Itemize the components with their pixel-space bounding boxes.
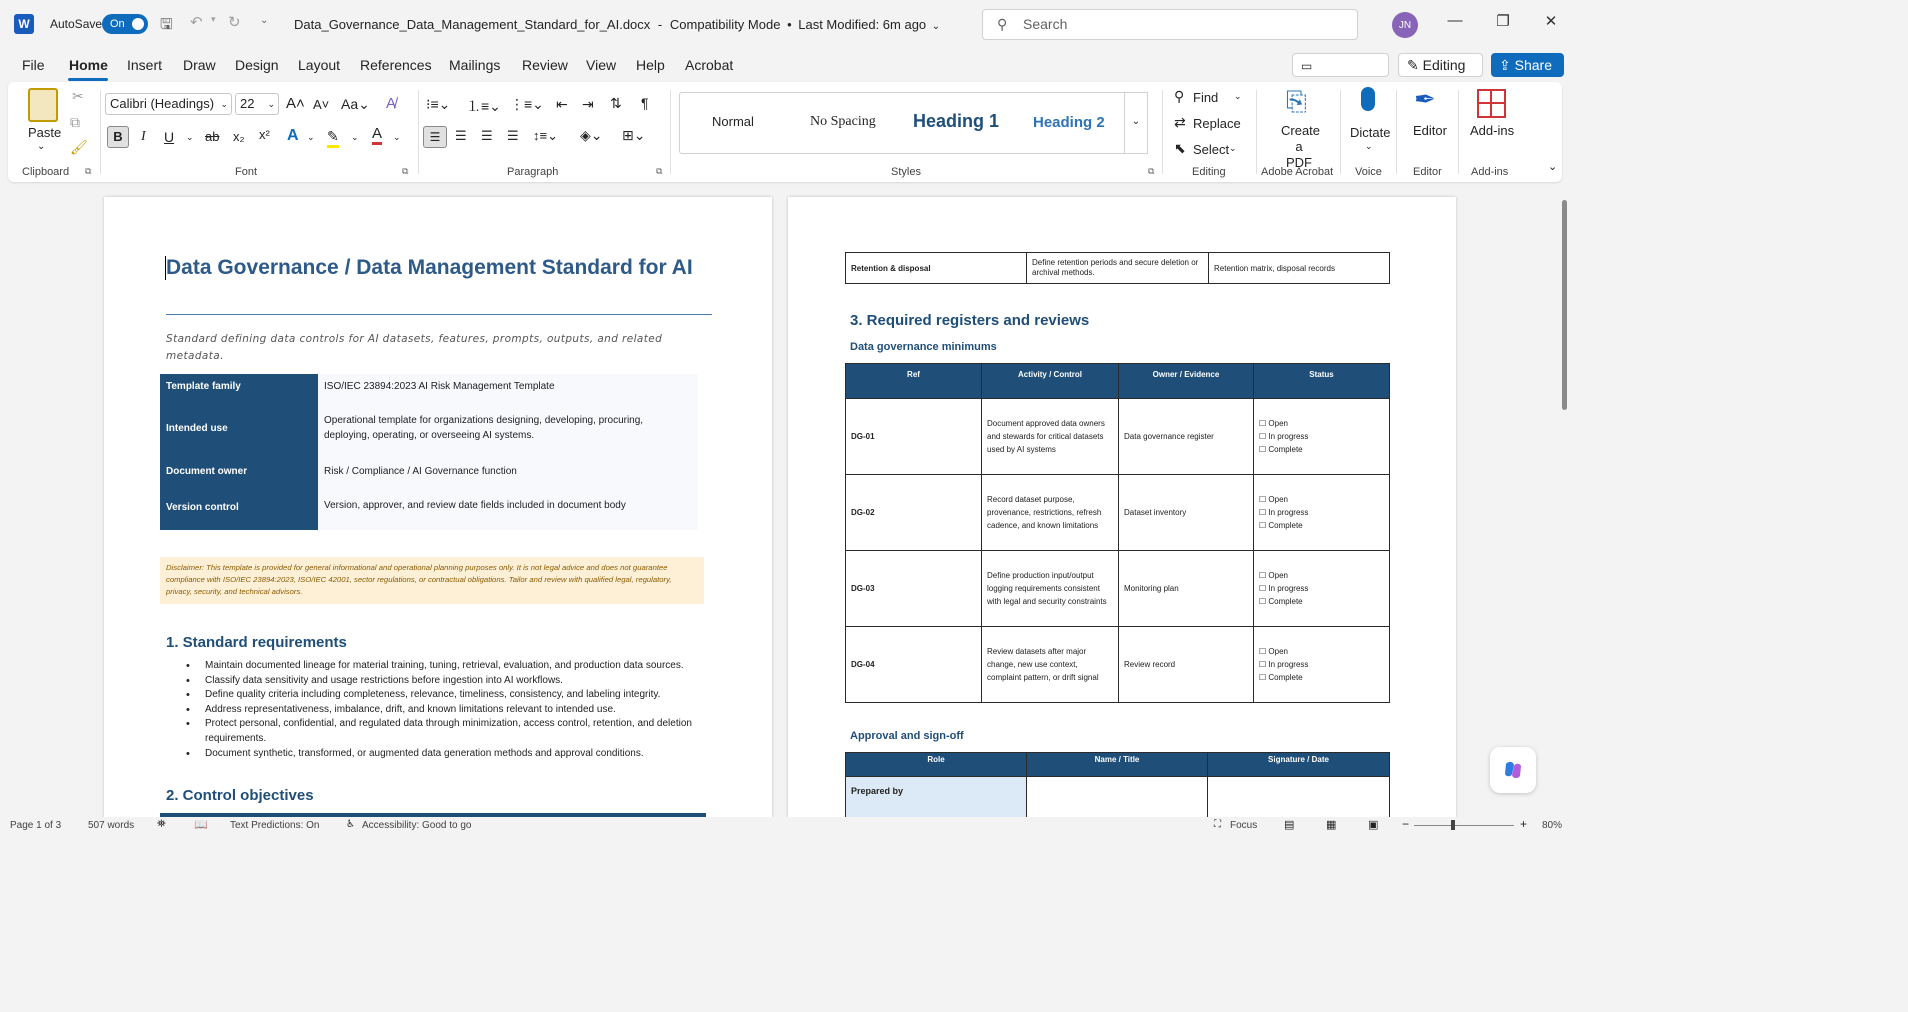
section-heading[interactable]: 3. Required registers and reviews (850, 312, 1090, 329)
table-row (846, 475, 1390, 551)
style-heading-1[interactable]: Heading 1 (913, 111, 1000, 131)
table-cell[interactable]: Record dataset purpose, provenance, restrictions, refresh cadence, and known limitations (982, 475, 1119, 551)
last-modified: Last Modified: 6m ago (798, 17, 927, 32)
copilot-button[interactable] (1490, 747, 1536, 793)
format-painter-icon[interactable]: 🖌 (70, 139, 88, 155)
chevron-down-icon[interactable]: ⌄ (186, 132, 194, 142)
create-pdf-icon[interactable]: ⎘ (1286, 86, 1307, 116)
group-clipboard: Clipboard (22, 166, 70, 178)
search-placeholder: Search (1023, 16, 1068, 32)
chevron-down-icon: ⌄ (267, 99, 275, 109)
clipboard-launcher-icon[interactable]: ⧉ (85, 166, 92, 176)
status-option[interactable]: ☐ Open (1259, 647, 1288, 656)
column-header: Name / Title (1027, 753, 1208, 777)
close-icon[interactable]: ✕ (1544, 13, 1558, 30)
chevron-down-icon[interactable]: ⌄ (307, 132, 315, 142)
meta-label: Template family (160, 374, 318, 398)
status-option[interactable]: ☐ Complete (1259, 597, 1303, 606)
find-label[interactable]: Find (1193, 90, 1219, 105)
table-row (846, 777, 1390, 819)
share-icon: ⇪ (1499, 57, 1511, 73)
share-button[interactable] (1491, 53, 1564, 77)
list-item[interactable]: • Document synthetic, transformed, or augmented data generation methods and approval conditions. (186, 747, 706, 762)
justify-icon[interactable]: ☰ (507, 128, 519, 143)
list-item[interactable]: • Address representativeness, imbalance, drift, and known limitations relevant to intended use. (186, 703, 706, 718)
menu-insert[interactable]: Insert (127, 57, 163, 73)
section-heading[interactable]: 2. Control objectives (166, 787, 314, 804)
bullets-icon[interactable]: ⁝≡⌄ (426, 96, 451, 112)
group-add-ins: Add-ins (1471, 166, 1509, 178)
status-option[interactable]: ☐ In progress (1259, 508, 1309, 517)
divider (670, 90, 671, 174)
column-header: Ref (846, 364, 982, 399)
title-dot: • (787, 17, 792, 32)
page-count[interactable]: Page 1 of 3 (10, 820, 62, 831)
group-adobe-acrobat: Adobe Acrobat (1261, 166, 1334, 178)
table-cell[interactable] (1208, 777, 1390, 819)
table-cell[interactable]: Dataset inventory (1119, 475, 1254, 551)
status-cell[interactable] (1254, 551, 1390, 627)
editor-label[interactable]: Editor (1413, 123, 1447, 138)
menu-layout[interactable]: Layout (298, 57, 341, 73)
divider (100, 90, 101, 174)
status-option[interactable]: ☐ Complete (1259, 673, 1303, 682)
status-cell[interactable] (1254, 475, 1390, 551)
style-normal[interactable]: Normal (712, 114, 754, 129)
zoom-slider[interactable] (1414, 825, 1514, 826)
section-heading[interactable]: 1. Standard requirements (166, 634, 347, 651)
paste-label[interactable]: Paste (28, 125, 62, 140)
save-icon[interactable]: 🖫 (160, 16, 173, 33)
undo-dropdown-icon[interactable]: ▾ (211, 14, 216, 24)
menu-review[interactable]: Review (522, 57, 568, 73)
title-separator: - (657, 17, 663, 32)
accessibility-icon: ♿ (346, 819, 355, 830)
menu-view[interactable]: View (586, 57, 617, 73)
editing-mode-button[interactable] (1398, 53, 1483, 77)
sort-icon[interactable]: ⇅ (610, 95, 622, 111)
doc-filename: Data_Governance_Data_Management_Standard_for_AI.docx (294, 17, 651, 32)
add-ins-icon[interactable] (1477, 89, 1506, 118)
table-cell[interactable]: DG-01 (846, 399, 982, 475)
read-mode-icon[interactable]: ▤ (1284, 819, 1295, 831)
menu-references[interactable]: References (360, 57, 432, 73)
print-layout-icon[interactable]: ▦ (1326, 819, 1337, 831)
table-cell[interactable]: Define retention periods and secure deletion or archival methods. (1027, 253, 1209, 284)
divider (1162, 90, 1163, 174)
search-input[interactable] (982, 9, 1358, 40)
table-cell[interactable]: Retention & disposal (846, 253, 1027, 284)
table-cell[interactable]: Document approved data owners and stewards for critical datasets used by AI systems (982, 399, 1119, 475)
status-cell[interactable] (1254, 399, 1390, 475)
status-option[interactable]: ☐ In progress (1259, 584, 1309, 593)
customize-toolbar-icon[interactable]: ⌄ (260, 15, 269, 26)
document-title[interactable]: Data Governance / Data Management Standard for AI (166, 256, 693, 279)
list-item[interactable]: • Classify data sensitivity and usage restrictions before ingestion into AI workflows. (186, 674, 706, 689)
table-cell[interactable]: Monitoring plan (1119, 551, 1254, 627)
column-header: Status (1254, 364, 1390, 399)
microphone-icon[interactable] (1361, 87, 1375, 111)
table-row (846, 253, 1390, 284)
zoom-in-icon[interactable]: + (1520, 817, 1528, 831)
align-right-icon[interactable]: ☰ (481, 128, 493, 143)
undo-icon[interactable]: ↶ (190, 14, 203, 31)
increase-indent-icon[interactable]: ⇥ (582, 96, 594, 112)
font-name-field[interactable] (105, 93, 232, 115)
group-editing: Editing (1192, 166, 1226, 178)
show-marks-icon[interactable]: ¶ (641, 95, 649, 111)
shrink-font-icon[interactable]: A˅ (313, 97, 330, 112)
paragraph-launcher-icon[interactable]: ⧉ (656, 166, 663, 176)
zoom-slider-handle[interactable] (1451, 820, 1455, 830)
table-cell[interactable]: DG-03 (846, 551, 982, 627)
zoom-out-icon[interactable]: − (1402, 817, 1410, 831)
status-option[interactable]: ☐ Complete (1259, 445, 1303, 454)
focus-icon[interactable]: ⛶ (1214, 819, 1221, 830)
menu-file[interactable]: File (22, 57, 45, 73)
text-predictions-status[interactable]: Text Predictions: On (230, 820, 320, 831)
create-pdf-label[interactable]: Create a PDF (1281, 123, 1321, 170)
group-voice: Voice (1355, 166, 1382, 178)
column-header: Signature / Date (1208, 753, 1390, 777)
change-case-icon[interactable]: Aa⌄ (341, 96, 370, 112)
controls-table-continuation (845, 252, 1390, 284)
table-cell[interactable]: Retention matrix, disposal records (1209, 253, 1390, 284)
title-rule (166, 314, 712, 315)
replace-label[interactable]: Replace (1193, 116, 1241, 131)
borders-icon[interactable]: ⊞⌄ (622, 127, 646, 143)
style-heading-2[interactable]: Heading 2 (1033, 114, 1105, 131)
search-icon: ⚲ (997, 16, 1008, 32)
table-row (846, 627, 1390, 703)
chevron-down-icon[interactable]: ⌄ (1229, 143, 1237, 153)
find-icon[interactable]: ⚲ (1174, 88, 1185, 104)
line-spacing-icon[interactable]: ↕≡⌄ (533, 128, 558, 143)
web-layout-icon[interactable]: ▣ (1368, 819, 1379, 831)
meta-label: Intended use (160, 398, 318, 458)
meta-value[interactable]: Operational template for organizations designing, developing, procuring, deploying, operating, or overseeing AI systems. (318, 398, 698, 458)
disclaimer-box[interactable]: Disclaimer: This template is provided for general informational and operational planning purposes only. It is not legal advice and does not guarantee compliance with ISO/IEC 23894:2023, ISO/IEC 42001, sector regulations, or contractual obligations. Tailor and review with qualified legal, regulatory, privacy, security, and technical advisors. (160, 557, 704, 604)
strikethrough-icon[interactable]: ab (205, 129, 220, 144)
numbering-icon[interactable]: ⒈≡⌄ (467, 98, 501, 114)
minimums-table (845, 363, 1390, 703)
align-left-icon[interactable]: ☰ (423, 126, 447, 148)
copilot-icon (1501, 758, 1525, 782)
replace-icon[interactable]: ⇄ (1174, 114, 1186, 130)
editor-pen-icon[interactable]: ✒ (1414, 84, 1436, 114)
vertical-scrollbar[interactable] (1562, 200, 1567, 410)
chevron-down-icon[interactable]: ⌄ (351, 132, 359, 142)
decrease-indent-icon[interactable]: ⇤ (556, 96, 568, 112)
font-size-field[interactable] (235, 93, 279, 115)
meta-label: Version control (160, 484, 318, 530)
chevron-down-icon: ⌄ (931, 21, 941, 32)
subsection-heading[interactable]: Data governance minimums (850, 341, 997, 353)
chevron-down-icon: ⌄ (220, 99, 228, 109)
divider (1458, 90, 1459, 174)
status-option[interactable]: ☐ In progress (1259, 660, 1309, 669)
editing-label: Editing (1422, 57, 1466, 73)
chevron-down-icon[interactable]: ⌄ (393, 132, 401, 142)
column-header: Role (846, 753, 1027, 777)
active-tab-indicator (68, 78, 108, 81)
divider (1256, 90, 1257, 174)
status-option[interactable]: ☐ Complete (1259, 521, 1303, 530)
group-styles: Styles (891, 166, 921, 178)
menu-design[interactable]: Design (235, 57, 279, 73)
toggle-label: On (110, 18, 125, 30)
table-cell[interactable]: Define production input/output logging requirements consistent with legal and security constraints (982, 551, 1119, 627)
styles-more-icon[interactable]: ⌄ (1124, 92, 1148, 154)
focus-label[interactable]: Focus (1230, 820, 1258, 831)
word-logo-icon: W (14, 14, 34, 34)
meta-value[interactable]: ISO/IEC 23894:2023 AI Risk Management Template (318, 374, 698, 398)
table-cell[interactable]: Data governance register (1119, 399, 1254, 475)
redo-icon[interactable]: ↻ (228, 14, 241, 31)
italic-icon[interactable]: I (141, 129, 146, 144)
avatar[interactable]: JN (1392, 12, 1418, 38)
table-row (846, 551, 1390, 627)
highlight-icon[interactable]: ✎ (327, 128, 339, 148)
cut-icon[interactable]: ✂ (72, 88, 84, 104)
autosave-label: AutoSave (50, 17, 103, 31)
text-effects-icon[interactable]: A (287, 127, 299, 144)
dictate-label[interactable]: Dictate (1350, 125, 1391, 140)
table-header-row (846, 753, 1390, 777)
chevron-down-icon[interactable]: ⌄ (1234, 91, 1242, 101)
subscript-icon[interactable]: x₂ (233, 129, 245, 144)
compat-mode: Compatibility Mode (669, 17, 781, 32)
table-cell[interactable] (1027, 777, 1208, 819)
status-option[interactable]: ☐ Open (1259, 419, 1288, 428)
table-cell[interactable]: DG-02 (846, 475, 982, 551)
document-title-area[interactable] (294, 17, 940, 32)
style-no-spacing[interactable]: No Spacing (810, 114, 876, 129)
accessibility-status[interactable]: Accessibility: Good to go (362, 820, 472, 831)
meta-label: Document owner (160, 458, 318, 484)
document-subtitle[interactable]: Standard defining data controls for AI datasets, features, prompts, outputs, and related metadata. (166, 333, 663, 362)
requirements-list (186, 659, 706, 761)
menu-acrobat[interactable]: Acrobat (685, 57, 734, 73)
menu-help[interactable]: Help (636, 57, 665, 73)
collapse-ribbon-icon[interactable]: ⌄ (1548, 161, 1558, 173)
approval-table (845, 752, 1390, 819)
column-header: Owner / Evidence (1119, 364, 1254, 399)
share-label: Share (1514, 57, 1552, 73)
divider (1340, 90, 1341, 174)
divider (418, 90, 419, 174)
divider (1396, 90, 1397, 174)
read-icon[interactable]: 📖 (194, 819, 208, 831)
grow-font-icon[interactable]: A˄ (286, 95, 305, 112)
table-cell[interactable]: DG-04 (846, 627, 982, 703)
select-label[interactable]: Select (1193, 142, 1230, 157)
chevron-down-icon[interactable]: ⌄ (1365, 141, 1373, 151)
select-icon[interactable]: ⬉ (1174, 140, 1186, 156)
list-item[interactable]: • Protect personal, confidential, and regulated data through minimization, access control, retention, and deletion requirements. (186, 717, 706, 746)
bold-icon[interactable]: B (107, 126, 129, 148)
table-cell[interactable]: Review record (1119, 627, 1254, 703)
list-item[interactable]: • Maintain documented lineage for material training, tuning, retrieval, evaluation, and production data sources. (186, 659, 706, 674)
copy-icon[interactable]: ⧉ (70, 114, 80, 130)
comments-button[interactable] (1292, 53, 1389, 77)
clear-formatting-icon[interactable]: A̸ (386, 95, 397, 112)
superscript-icon[interactable]: x² (259, 127, 270, 142)
menu-mailings[interactable]: Mailings (449, 57, 501, 73)
group-font: Font (235, 166, 258, 178)
group-paragraph: Paragraph (507, 166, 559, 178)
word-count[interactable]: 507 words (88, 820, 135, 831)
meta-value[interactable]: Version, approver, and review date fields included in document body (318, 484, 698, 530)
table-cell[interactable]: Prepared by (846, 777, 1027, 819)
minimize-icon[interactable]: — (1447, 12, 1463, 29)
status-option[interactable]: ☐ Open (1259, 495, 1288, 504)
group-editor: Editor (1413, 166, 1442, 178)
paste-icon[interactable] (28, 88, 58, 122)
column-header: Activity / Control (982, 364, 1119, 399)
table-cell[interactable]: Review datasets after major change, new use context, complaint pattern, or drift signal (982, 627, 1119, 703)
font-color-icon[interactable]: A (372, 126, 382, 145)
add-ins-label[interactable]: Add-ins (1470, 123, 1515, 138)
table-row (846, 399, 1390, 475)
status-option[interactable]: ☐ In progress (1259, 432, 1309, 441)
menu-home[interactable]: Home (69, 57, 108, 73)
underline-icon[interactable]: U (164, 129, 175, 145)
zoom-level[interactable]: 80% (1542, 820, 1563, 831)
proofing-icon[interactable]: ⛯ (157, 818, 166, 830)
comment-icon: ▭ (1301, 59, 1313, 73)
paste-dropdown-icon[interactable]: ⌄ (37, 141, 46, 152)
pencil-icon: ✎ (1407, 57, 1419, 73)
multilevel-list-icon[interactable]: ⋮≡⌄ (510, 96, 544, 112)
subsection-heading[interactable]: Approval and sign-off (850, 730, 964, 742)
align-center-icon[interactable]: ☰ (455, 128, 467, 143)
table-header-row (846, 364, 1390, 399)
autosave-toggle[interactable] (102, 14, 148, 34)
meta-value[interactable]: Risk / Compliance / AI Governance function (318, 458, 698, 484)
status-option[interactable]: ☐ Open (1259, 571, 1288, 580)
font-name-value: Calibri (Headings) (110, 96, 215, 111)
menu-draw[interactable]: Draw (183, 57, 216, 73)
font-launcher-icon[interactable]: ⧉ (402, 166, 409, 176)
list-item[interactable]: • Define quality criteria including completeness, relevance, timeliness, consistency, and labeling integrity. (186, 688, 706, 703)
font-size-value: 22 (240, 96, 255, 111)
restore-icon[interactable]: ❐ (1496, 13, 1510, 30)
status-cell[interactable] (1254, 627, 1390, 703)
shading-icon[interactable]: ◈⌄ (580, 127, 603, 143)
styles-launcher-icon[interactable]: ⧉ (1148, 166, 1155, 176)
